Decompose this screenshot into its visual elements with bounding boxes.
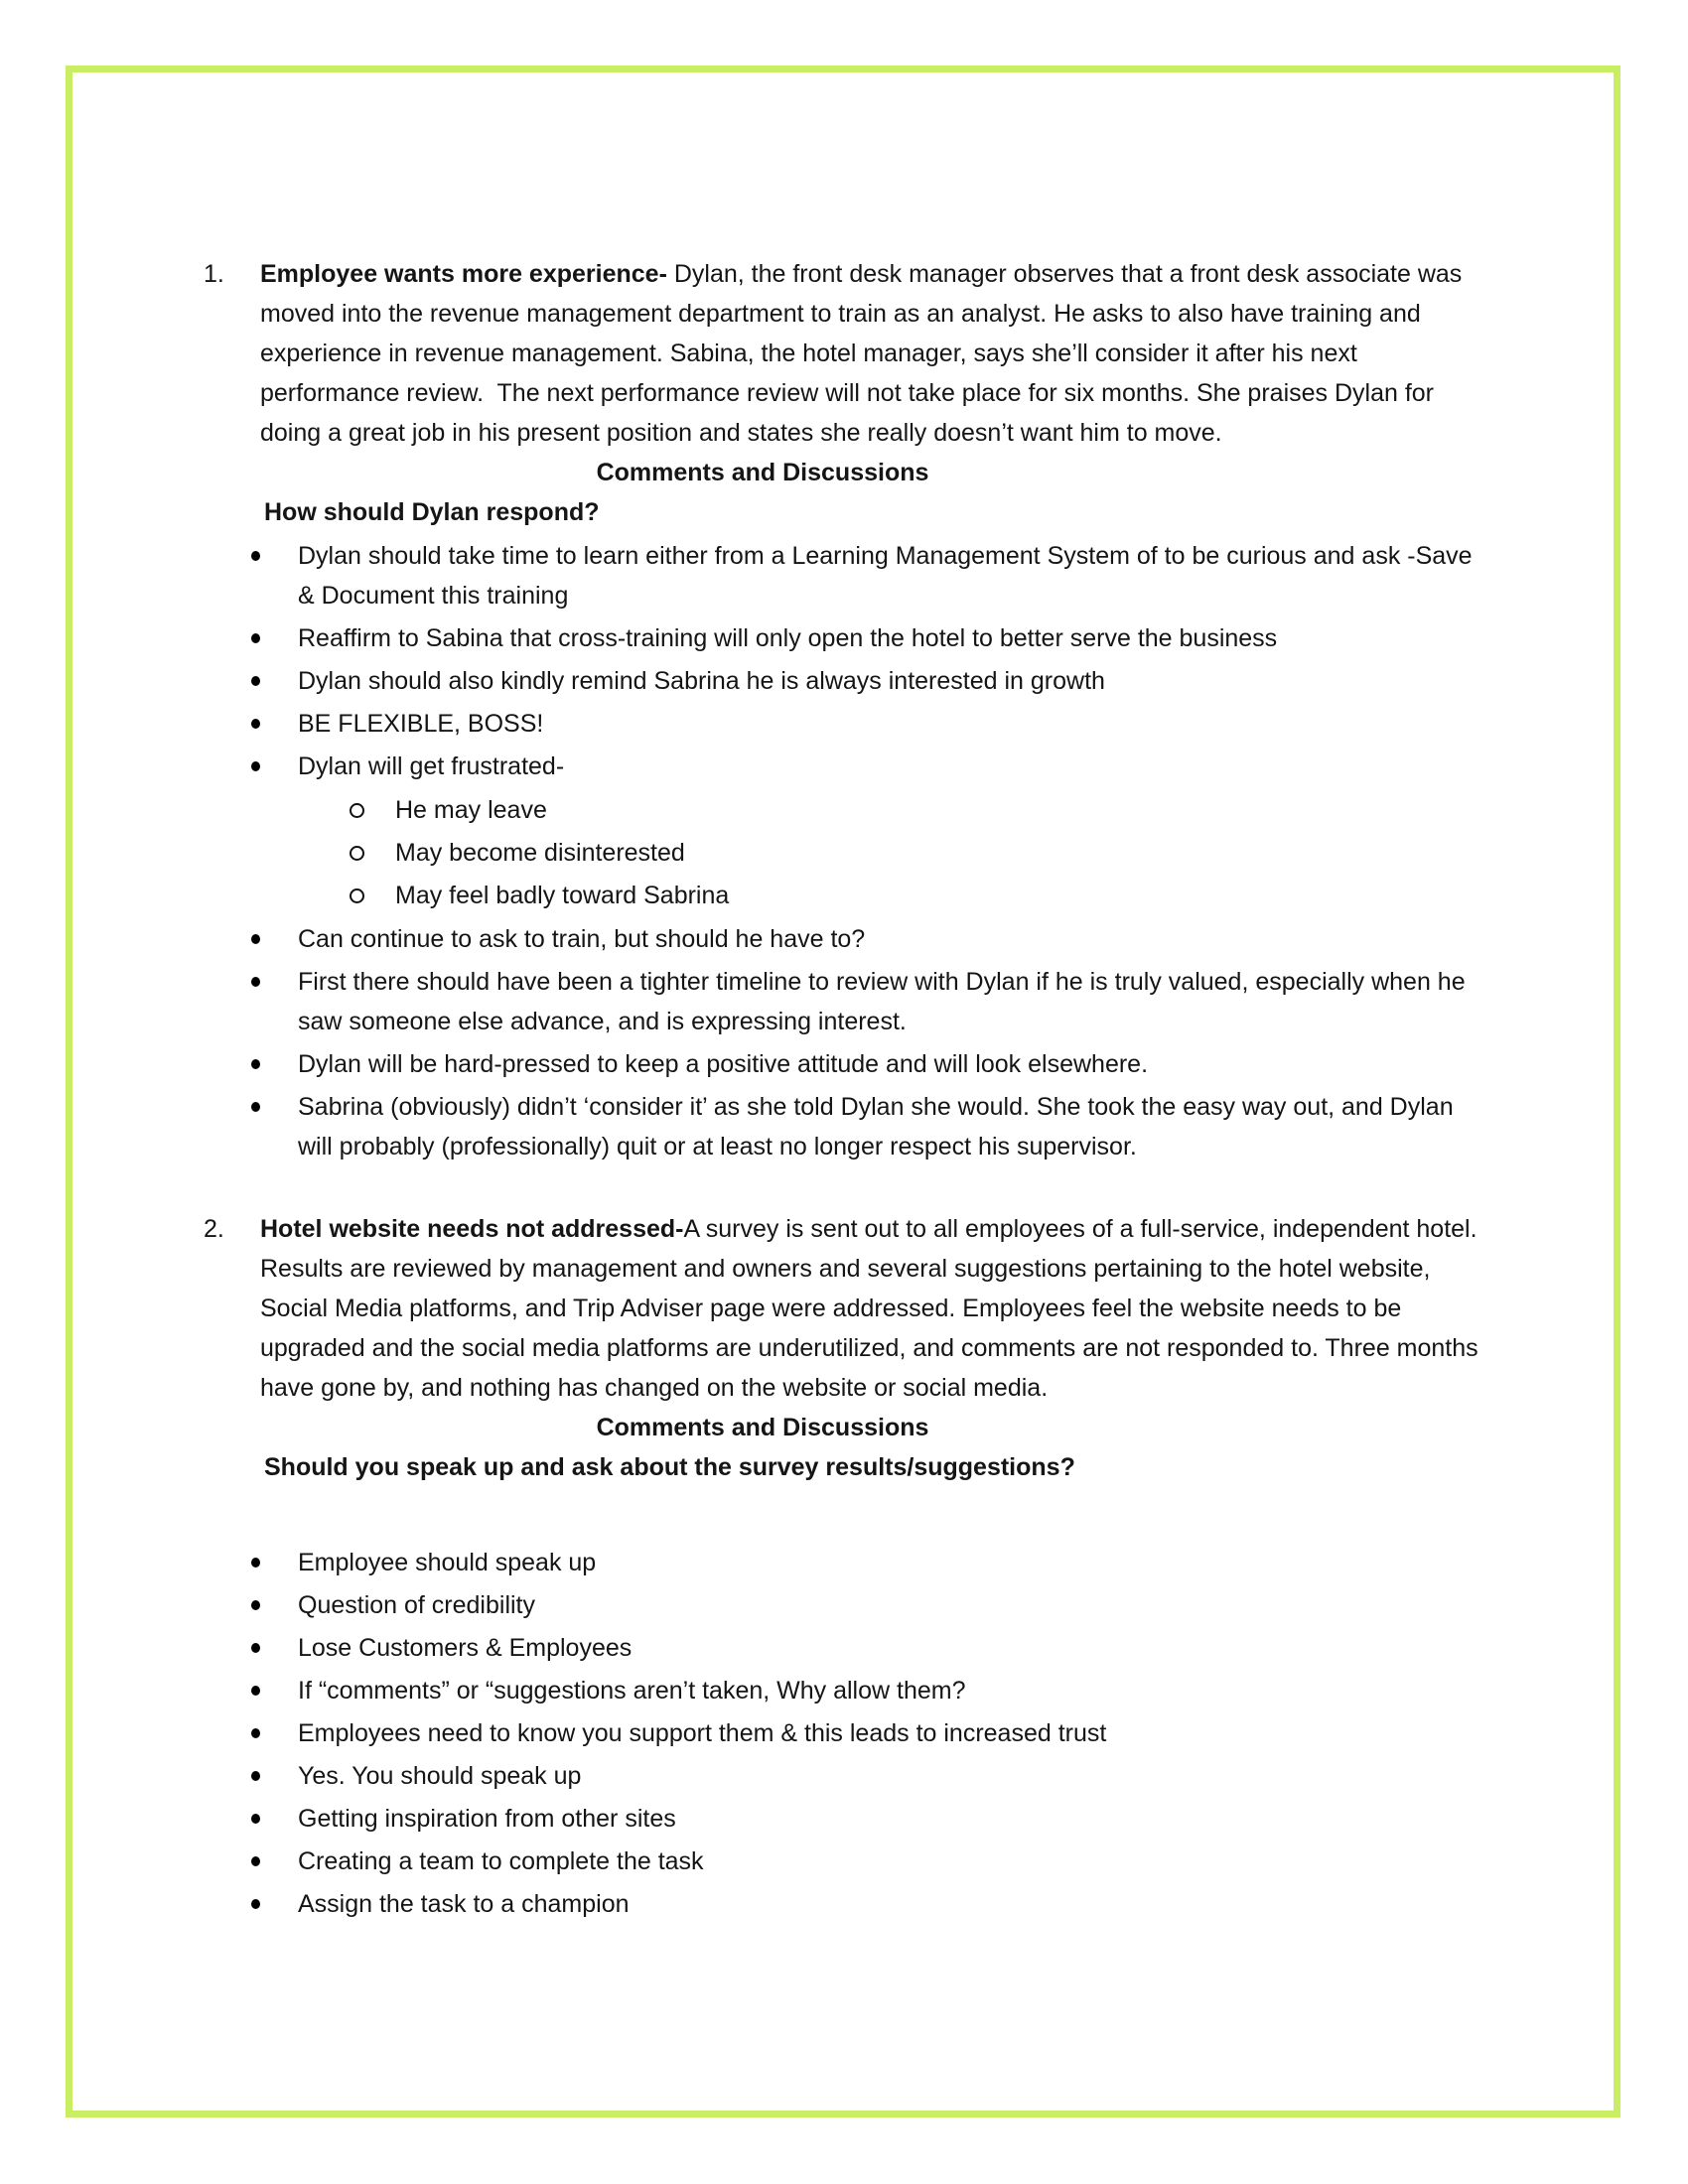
case-2-body bbox=[260, 1209, 1483, 1927]
bullet-item: BE FLEXIBLE, BOSS! bbox=[248, 704, 1483, 744]
bullet-icon bbox=[248, 1087, 298, 1127]
sub-bullet-item: He may leave bbox=[350, 790, 1483, 830]
bullet-icon bbox=[248, 1044, 298, 1084]
circle-bullet-icon bbox=[350, 833, 395, 873]
case-2-section bbox=[197, 1209, 1491, 1927]
bullet-icon bbox=[248, 1884, 298, 1924]
bullet-item: Sabrina (obviously) didn’t ‘consider it’ as she told Dylan she would. She took the easy way out, and Dylan will probably (professionally) quit or at least no longer respect his supervisor. bbox=[248, 1087, 1483, 1166]
sub-bullet-item: May feel badly toward Sabrina bbox=[350, 876, 1483, 915]
bullet-icon bbox=[248, 919, 298, 959]
case-1-list-number: 1. bbox=[204, 260, 224, 288]
case-2-paragraph bbox=[260, 1209, 1483, 1408]
bullet-icon bbox=[248, 1713, 298, 1753]
bullet-item: Can continue to ask to train, but should he have to? bbox=[248, 919, 1483, 959]
bullet-icon bbox=[248, 747, 298, 786]
case-2-question: Should you speak up and ask about the survey results/suggestions? bbox=[264, 1453, 1075, 1481]
case-1-bullet-list-continued bbox=[248, 919, 1483, 1166]
bullet-item: Getting inspiration from other sites bbox=[248, 1799, 1483, 1839]
bullet-item: Dylan will get frustrated- bbox=[248, 747, 1483, 786]
bullet-item: Dylan will be hard-pressed to keep a positive attitude and will look elsewhere. bbox=[248, 1044, 1483, 1084]
bullet-icon bbox=[248, 1585, 298, 1625]
bullet-icon bbox=[248, 962, 298, 1002]
bullet-icon bbox=[248, 704, 298, 744]
case-2-comments-heading: Comments and Discussions bbox=[596, 1414, 929, 1441]
circle-bullet-icon bbox=[350, 790, 395, 830]
case-1-body bbox=[260, 254, 1483, 1169]
bullet-item: First there should have been a tighter timeline to review with Dylan if he is truly valued, especially when he saw someone else advance, and is expressing interest. bbox=[248, 962, 1483, 1041]
bullet-icon bbox=[248, 1756, 298, 1796]
bullet-item: Question of credibility bbox=[248, 1585, 1483, 1625]
case-1-title: Employee wants more experience- bbox=[260, 260, 667, 288]
bullet-item: Dylan should also kindly remind Sabrina he is always interested in growth bbox=[248, 661, 1483, 701]
case-1-paragraph bbox=[260, 254, 1483, 453]
bullet-icon bbox=[248, 1671, 298, 1710]
bullet-item: Yes. You should speak up bbox=[248, 1756, 1483, 1796]
case-2-bullet-list bbox=[248, 1543, 1483, 1924]
bullet-item: If “comments” or “suggestions aren’t taken, Why allow them? bbox=[248, 1671, 1483, 1710]
bullet-icon bbox=[248, 1799, 298, 1839]
case-2-list-number: 2. bbox=[204, 1215, 224, 1243]
bullet-item: Reaffirm to Sabina that cross-training will only open the hotel to better serve the business bbox=[248, 618, 1483, 658]
case-2-paragraph-text: A survey is sent out to all employees of a full-service, independent hotel. Results are reviewed by management and owners and several suggestions pertaining to the hotel website, Social Media platforms, and Trip Adviser page were addressed. Employees feel the website needs to be upgraded and the social media platforms are underutilized, and comments are not responded to. Three months have gone by, and nothing has changed on the website or social media. bbox=[260, 1215, 1485, 1402]
document-content bbox=[197, 254, 1491, 1927]
bullet-icon bbox=[248, 618, 298, 658]
circle-bullet-icon bbox=[350, 876, 395, 915]
bullet-icon bbox=[248, 536, 298, 576]
bullet-item: Lose Customers & Employees bbox=[248, 1628, 1483, 1668]
sub-bullet-item: May become disinterested bbox=[350, 833, 1483, 873]
case-2-title: Hotel website needs not addressed- bbox=[260, 1215, 684, 1243]
bullet-item: Assign the task to a champion bbox=[248, 1884, 1483, 1924]
bullet-icon bbox=[248, 1628, 298, 1668]
case-1-comments-heading: Comments and Discussions bbox=[596, 459, 929, 486]
bullet-item: Employees need to know you support them & this leads to increased trust bbox=[248, 1713, 1483, 1753]
bullet-icon bbox=[248, 661, 298, 701]
case-1-question: How should Dylan respond? bbox=[264, 498, 600, 526]
bullet-icon bbox=[248, 1543, 298, 1582]
bullet-icon bbox=[248, 1842, 298, 1881]
case-1-sub-bullet-list bbox=[350, 790, 1483, 915]
bullet-item: Employee should speak up bbox=[248, 1543, 1483, 1582]
case-1-paragraph-text: Dylan, the front desk manager observes that a front desk associate was moved into the revenue management department to train as an analyst. He asks to also have training and experience in revenue management. Sabina, the hotel manager, says she’ll consider it after his next performance review. The next performance review will not take place for six months. She praises Dylan for doing a great job in his present position and states she really doesn’t want him to move. bbox=[260, 260, 1470, 447]
case-1-section bbox=[197, 254, 1491, 1169]
case-1-bullet-list bbox=[248, 536, 1483, 786]
bullet-item: Dylan should take time to learn either from a Learning Management System of to be curious and ask -Save & Document this training bbox=[248, 536, 1483, 615]
bullet-item: Creating a team to complete the task bbox=[248, 1842, 1483, 1881]
